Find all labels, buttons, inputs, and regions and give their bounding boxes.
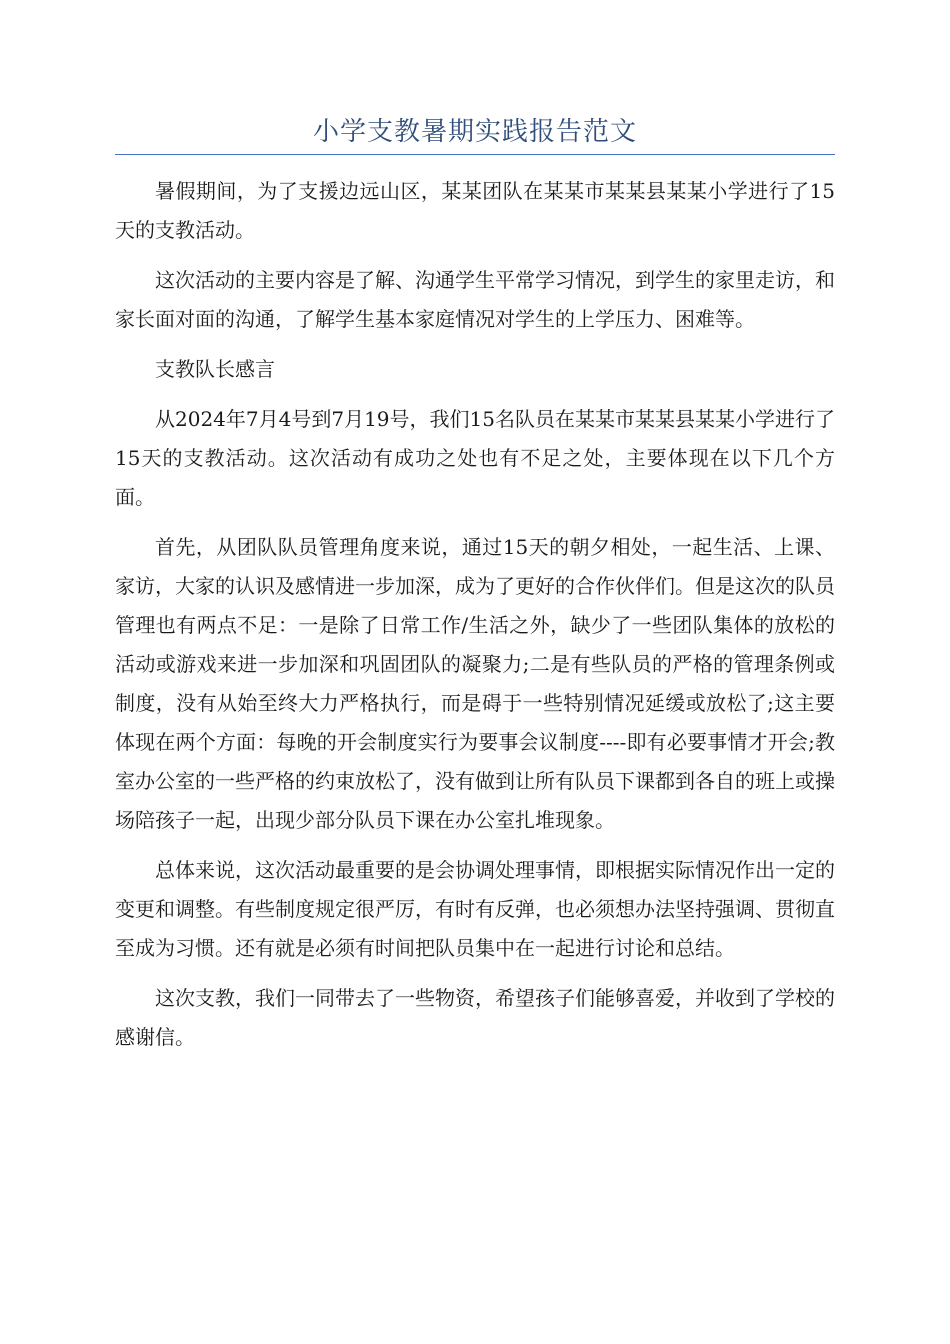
paragraph-overview: 从2024年7月4号到7月19号，我们15名队员在某某市某某县某某小学进行了15天的支教活动。这次活动有成功之处也有不足之处，主要体现在以下几个方面。 bbox=[115, 407, 835, 509]
paragraph-activity-content: 这次活动的主要内容是了解、沟通学生平常学习情况，到学生的家里走访，和家长面对面的沟通，了解学生基本家庭情况对学生的上学压力、困难等。 bbox=[115, 268, 835, 331]
title-underline bbox=[115, 154, 835, 155]
paragraph-supplies: 这次支教，我们一同带去了一些物资，希望孩子们能够喜爱，并收到了学校的感谢信。 bbox=[115, 986, 835, 1049]
paragraph-intro: 暑假期间，为了支援边远山区，某某团队在某某市某某县某某小学进行了15天的支教活动。 bbox=[115, 179, 835, 242]
document-body bbox=[115, 172, 835, 1068]
document-title: 小学支教暑期实践报告范文 bbox=[312, 117, 637, 147]
paragraph-summary: 总体来说，这次活动最重要的是会协调处理事情，即根据实际情况作出一定的变更和调整。有些制度规定很严厉，有时有反弹，也必须想办法坚持强调、贯彻直至成为习惯。还有就是必须有时间把队员集中在一起进行讨论和总结。 bbox=[115, 858, 835, 960]
section-heading-leader-remarks: 支教队长感言 bbox=[155, 357, 275, 381]
paragraph-team-management: 首先，从团队队员管理角度来说，通过15天的朝夕相处，一起生活、上课、家访，大家的认识及感情进一步加深，成为了更好的合作伙伴们。但是这次的队员管理也有两点不足：一是除了日常工作/生活之外，缺少了一些团队集体的放松的活动或游戏来进一步加深和巩固团队的凝聚力;二是有些队员的严格的管理条例或制度，没有从始至终大力严格执行，而是碍于一些特别情况延缓或放松了;这主要体现在两个方面：每晚的开会制度实行为要事会议制度----即有必要事情才开会;教室办公室的一些严格的约束放松了，没有做到让所有队员下课都到各自的班上或操场陪孩子一起，出现少部分队员下课在办公室扎堆现象。 bbox=[115, 535, 835, 832]
